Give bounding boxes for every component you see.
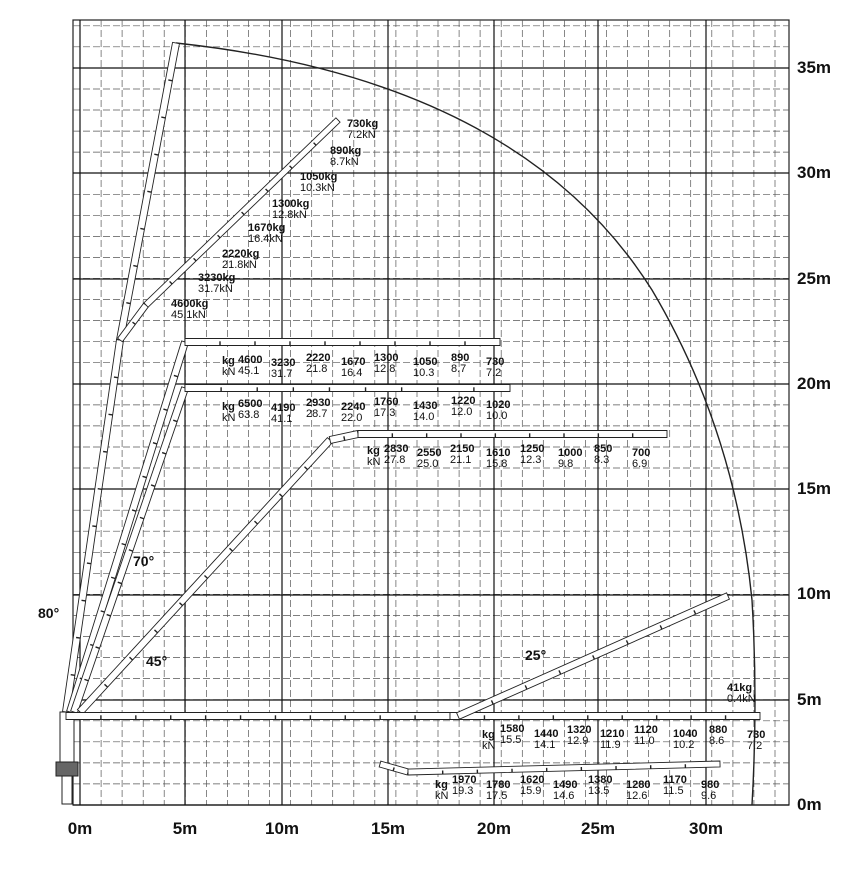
boom80-load-kn: 8.7kN <box>330 156 359 168</box>
row19-kg: 4190 <box>271 402 296 414</box>
row17-kg: 700 <box>632 447 651 459</box>
row19-kg: 1430 <box>413 400 438 412</box>
x-tick-20: 20m <box>476 819 512 838</box>
row21-kg: 4600 <box>238 354 263 366</box>
row4-kn: 11.9 <box>600 739 621 751</box>
boom80-load-kg: 1670kg <box>248 222 286 234</box>
row2-kn: 19.3 <box>452 785 474 797</box>
y-tick-35: 35m <box>797 58 832 77</box>
row2-kg: 1490 <box>553 779 578 791</box>
row2-kg: 1280 <box>626 779 651 791</box>
y-tick-20: 20m <box>797 374 832 393</box>
x-tick-10: 10m <box>264 819 300 838</box>
row21-kn: 45.1 <box>238 365 260 377</box>
row19-kg: 2240 <box>341 401 366 413</box>
row19-kg: 2930 <box>306 397 331 409</box>
row19-kn-unit: kN <box>222 412 236 424</box>
row4-kn: 10.2 <box>673 739 695 751</box>
row4-kg-unit: kg <box>482 729 495 741</box>
x-tick-5: 5m <box>172 819 198 838</box>
boom80-load-kg: 1050kg <box>300 171 338 183</box>
row21-kn: 21.8 <box>306 363 328 375</box>
row17-kg: 1250 <box>520 443 545 455</box>
y-tick-5: 5m <box>797 690 822 709</box>
row2-kn: 9.6 <box>701 790 717 802</box>
x-axis-ticks <box>68 819 723 838</box>
row21-kg: 3230 <box>271 357 296 369</box>
y-tick-30: 30m <box>797 163 832 182</box>
y-tick-10: 10m <box>797 584 832 603</box>
row17-kn: 27.8 <box>384 454 406 466</box>
row2-kg: 1970 <box>452 774 477 786</box>
boom80-load-kn: 7.2kN <box>347 129 376 141</box>
row4-kg: 1320 <box>567 724 592 736</box>
boom80-load-kg: 890kg <box>330 145 362 157</box>
boom80-load-kn: 31.7kN <box>198 283 233 295</box>
row4-kg: 880 <box>709 724 728 736</box>
row21-kg: 2220 <box>306 352 331 364</box>
row17-kg-unit: kg <box>367 445 380 457</box>
row2-kn: 11.5 <box>663 785 684 797</box>
boom80-load-kg: 3230kg <box>198 272 236 284</box>
row21-kn: 10.3 <box>413 367 435 379</box>
row21-kn: 7.2 <box>486 367 502 379</box>
row17-kn: 21.1 <box>450 454 472 466</box>
row2-kn: 15.9 <box>520 785 542 797</box>
row2-kg: 1620 <box>520 774 545 786</box>
boom-segment <box>66 713 760 720</box>
row4-kn: 11.0 <box>634 735 655 747</box>
row4-kg: 730 <box>747 729 766 741</box>
row19-kg: 1220 <box>451 395 476 407</box>
row4-kn: 12.9 <box>567 735 589 747</box>
row4-kn-unit: kN <box>482 740 496 752</box>
row4-kg: 1440 <box>534 728 559 740</box>
tip-load-kg: 41kg <box>727 682 753 694</box>
row4-kn: 7.2 <box>747 740 763 752</box>
row19-kg: 1760 <box>374 396 399 408</box>
boom80-load-kn: 21.8kN <box>222 259 257 271</box>
row19-kn: 12.0 <box>451 406 473 418</box>
x-tick-15: 15m <box>370 819 406 838</box>
boom80-load-kg: 1300kg <box>272 198 310 210</box>
row4-kg: 1580 <box>500 723 525 735</box>
row17-kn: 25.0 <box>417 458 439 470</box>
angle-70-label: 70° <box>133 553 155 569</box>
row4-kg: 1210 <box>600 728 625 740</box>
row2-kg: 1380 <box>588 774 613 786</box>
row17-kg: 2550 <box>417 447 442 459</box>
row21-kg: 730 <box>486 356 505 368</box>
row17-kn: 15.8 <box>486 458 508 470</box>
angle-80-label: 80° <box>38 605 60 621</box>
y-axis-ticks <box>797 58 831 814</box>
angle-25-label: 25° <box>525 647 547 663</box>
tip-load-kn: 0.4kN <box>727 693 756 705</box>
row19-kg: 1020 <box>486 399 511 411</box>
row19-kn: 41.1 <box>271 413 293 425</box>
angle-45-label: 45° <box>146 653 168 669</box>
row21-kg: 1670 <box>341 356 366 368</box>
row2-kn: 17.5 <box>486 790 508 802</box>
row19-kn: 63.8 <box>238 409 260 421</box>
row2-kn-unit: kN <box>435 790 449 802</box>
row2-kg: 980 <box>701 779 720 791</box>
row2-kn: 13.5 <box>588 785 610 797</box>
row19-kg-unit: kg <box>222 401 235 413</box>
row21-kg: 890 <box>451 352 470 364</box>
y-tick-25: 25m <box>797 269 832 288</box>
row2-kg-unit: kg <box>435 779 448 791</box>
row4-kg: 1120 <box>634 724 658 736</box>
x-tick-30: 30m <box>688 819 724 838</box>
row17-kn: 12.3 <box>520 454 542 466</box>
row21-kn: 8.7 <box>451 363 467 375</box>
boom80-load-kn: 45.1kN <box>171 309 206 321</box>
row21-kn: 12.8 <box>374 363 396 375</box>
row17-kn: 8.3 <box>594 454 610 466</box>
row21-kn-unit: kN <box>222 366 236 378</box>
row17-kg: 1000 <box>558 447 583 459</box>
row17-kn: 6.9 <box>632 458 648 470</box>
row21-kn: 16.4 <box>341 367 363 379</box>
row17-kg: 1610 <box>486 447 511 459</box>
boom80-load-kn: 12.8kN <box>272 209 307 221</box>
row17-kg: 2150 <box>450 443 475 455</box>
row17-kg: 850 <box>594 443 613 455</box>
row19-kn: 17.3 <box>374 407 396 419</box>
row21-kn: 31.7 <box>271 368 293 380</box>
row2-kg: 1780 <box>486 779 511 791</box>
y-tick-15: 15m <box>797 479 832 498</box>
row4-kg: 1040 <box>673 728 698 740</box>
y-tick-0: 0m <box>797 795 822 814</box>
boom80-load-kg: 2220kg <box>222 248 260 260</box>
row17-kg: 2830 <box>384 443 409 455</box>
row4-kn: 8.6 <box>709 735 725 747</box>
row2-kg: 1170 <box>663 774 687 786</box>
row17-kn: 9.8 <box>558 458 574 470</box>
boom80-load-kg: 4600kg <box>171 298 209 310</box>
row19-kn: 14.0 <box>413 411 435 423</box>
row19-kg: 6500 <box>238 398 263 410</box>
row17-kn-unit: kN <box>367 456 381 468</box>
row2-kn: 12.6 <box>626 790 648 802</box>
boom80-load-kn: 16.4kN <box>248 233 283 245</box>
row19-kn: 28.7 <box>306 408 328 420</box>
x-tick-0: 0m <box>67 819 93 838</box>
row4-kn: 15.5 <box>500 734 522 746</box>
row21-kg: 1050 <box>413 356 438 368</box>
row21-kg-unit: kg <box>222 355 235 367</box>
row19-kn: 22.0 <box>341 412 363 424</box>
boom80-load-kg: 730kg <box>347 118 379 130</box>
row4-kn: 14.1 <box>534 739 556 751</box>
row19-kn: 10.0 <box>486 410 508 422</box>
row21-kg: 1300 <box>374 352 399 364</box>
boom80-load-kn: 10.3kN <box>300 182 335 194</box>
row2-kn: 14.6 <box>553 790 575 802</box>
x-tick-25: 25m <box>580 819 616 838</box>
